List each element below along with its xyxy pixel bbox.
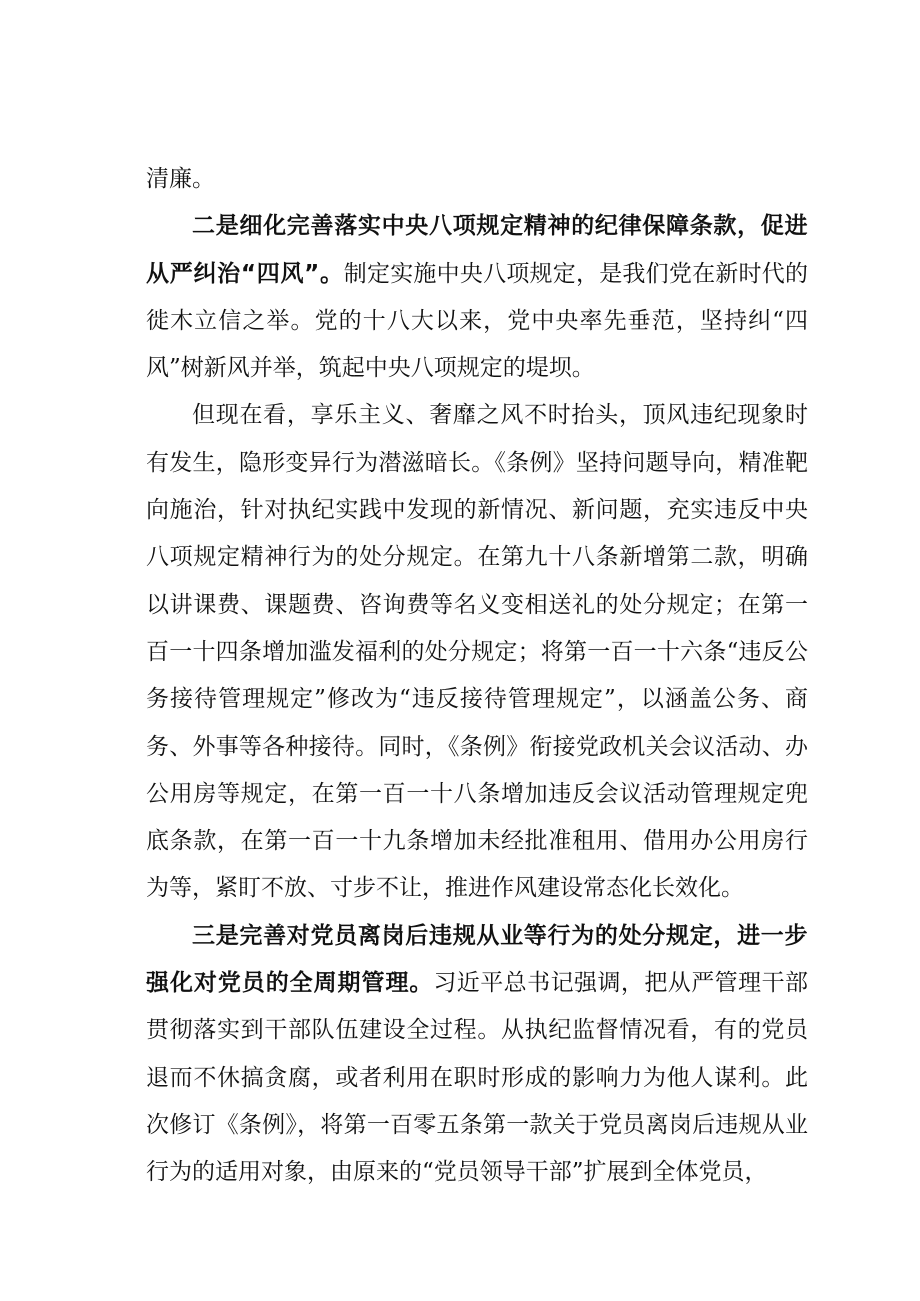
paragraph-1-body: 清廉。 bbox=[146, 166, 215, 192]
paragraph-4-lead: 三是完善对党员离岗后违规从业等行为的处分规定，进一步强化对党员的全周期管理。 bbox=[146, 922, 808, 997]
paragraph-2-lead: 二是细化完善落实中央八项规定精神的纪律保障条款，促进从严纠治“四风”。 bbox=[146, 213, 808, 287]
paragraph-2 bbox=[146, 203, 808, 392]
paragraph-2-body: 制定实施中央八项规定，是我们党在新时代的徙木立信之举。党的十八大以来，党中央率先垂范，坚持纠“四风”树新风并举，筑起中央八项规定的堤坝。 bbox=[146, 260, 809, 382]
paragraph-3 bbox=[146, 392, 808, 912]
paragraph-4-body: 习近平总书记强调，把从严管理干部贯彻落实到干部队伍建设全过程。从执纪监督情况看，有的党员退而不休搞贪腐，或者利用在职时形成的影响力为他人谋利。此次修订《条例》，将第一百零五条第一款关于党员离岗后违规从业行为的适用对象，由原来的“党员领导干部”扩展到全体党员， bbox=[146, 970, 809, 1186]
paragraph-4 bbox=[146, 913, 808, 1197]
paragraph-3-body: 但现在看，享乐主义、奢靡之风不时抬头，顶风违纪现象时有发生，隐形变异行为潜滋暗长。《条例》坚持问题导向，精准靶向施治，针对执纪实践中发现的新情况、新问题，充实违反中央八项规定精神行为的处分规定。在第九十八条新增第二款，明确以讲课费、课题费、咨询费等名义变相送礼的处分规定；在第一百一十四条增加滥发福利的处分规定；将第一百一十六条“违反公务接待管理规定”修改为“违反接待管理规定”，以涵盖公务、商务、外事等各种接待。同时，《条例》衔接党政机关会议活动、办公用房等规定，在第一百一十八条增加违反会议活动管理规定兜底条款，在第一百一十九条增加未经批准租用、借用办公用房行为等，紧盯不放、寸步不让，推进作风建设常态化长效化。 bbox=[146, 402, 808, 902]
paragraph-1 bbox=[146, 156, 808, 203]
document-body bbox=[146, 156, 808, 1197]
